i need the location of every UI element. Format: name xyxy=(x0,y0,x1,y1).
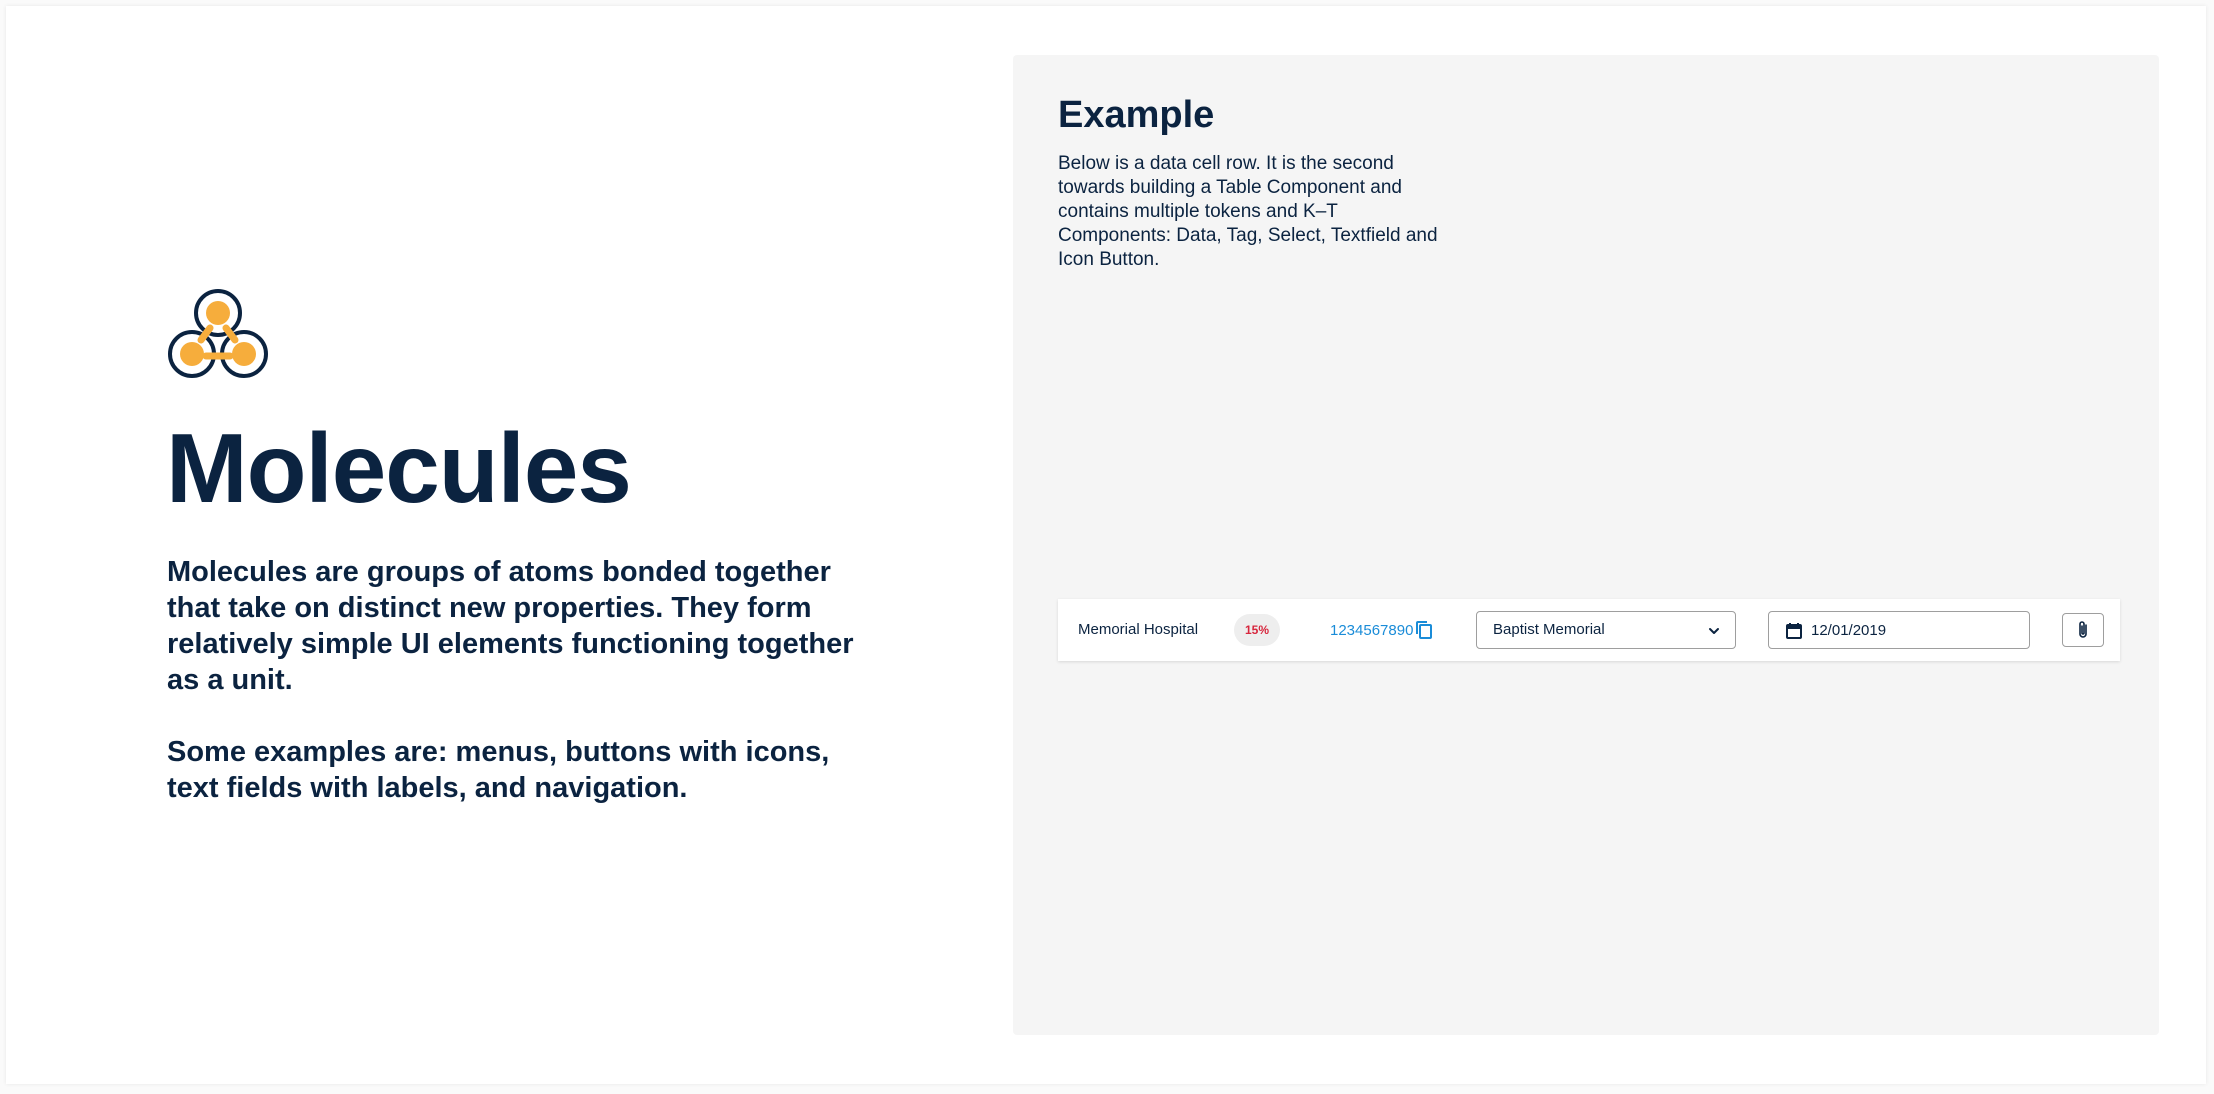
example-heading: Example xyxy=(1058,94,1215,136)
attach-icon-button[interactable] xyxy=(2062,613,2104,647)
paperclip-icon xyxy=(2077,620,2089,640)
molecule-icon xyxy=(166,288,270,384)
select-value: Baptist Memorial xyxy=(1493,621,1605,638)
copy-value-link[interactable] xyxy=(1330,599,1433,661)
percentage-tag: 15% xyxy=(1234,614,1280,646)
page-canvas xyxy=(6,6,2206,1084)
calendar-icon xyxy=(1785,622,1803,640)
copy-icon[interactable] xyxy=(1415,620,1433,640)
page-title: Molecules xyxy=(166,413,631,523)
intro-paragraph: Molecules are groups of atoms bonded together that take on distinct new properties. They form relatively simple UI elements functioning together as a unit. xyxy=(167,556,854,696)
chevron-down-icon xyxy=(1707,624,1721,638)
data-cell-row xyxy=(1058,599,2120,661)
date-input[interactable] xyxy=(1811,612,2011,648)
date-textfield[interactable] xyxy=(1768,611,2030,649)
examples-paragraph: Some examples are: menus, buttons with icons, text fields with labels, and navigation. xyxy=(167,736,830,804)
example-panel xyxy=(1013,55,2159,1035)
data-cell-text: Memorial Hospital xyxy=(1078,621,1199,638)
example-description: Below is a data cell row. It is the second towards building a Table Component and contains multiple tokens and K–T Components: Data, Tag, Select, Textfield and Icon Button. xyxy=(1058,153,1438,270)
hospital-select[interactable] xyxy=(1476,611,1736,649)
copy-value-text: 1234567890 xyxy=(1330,621,1414,639)
